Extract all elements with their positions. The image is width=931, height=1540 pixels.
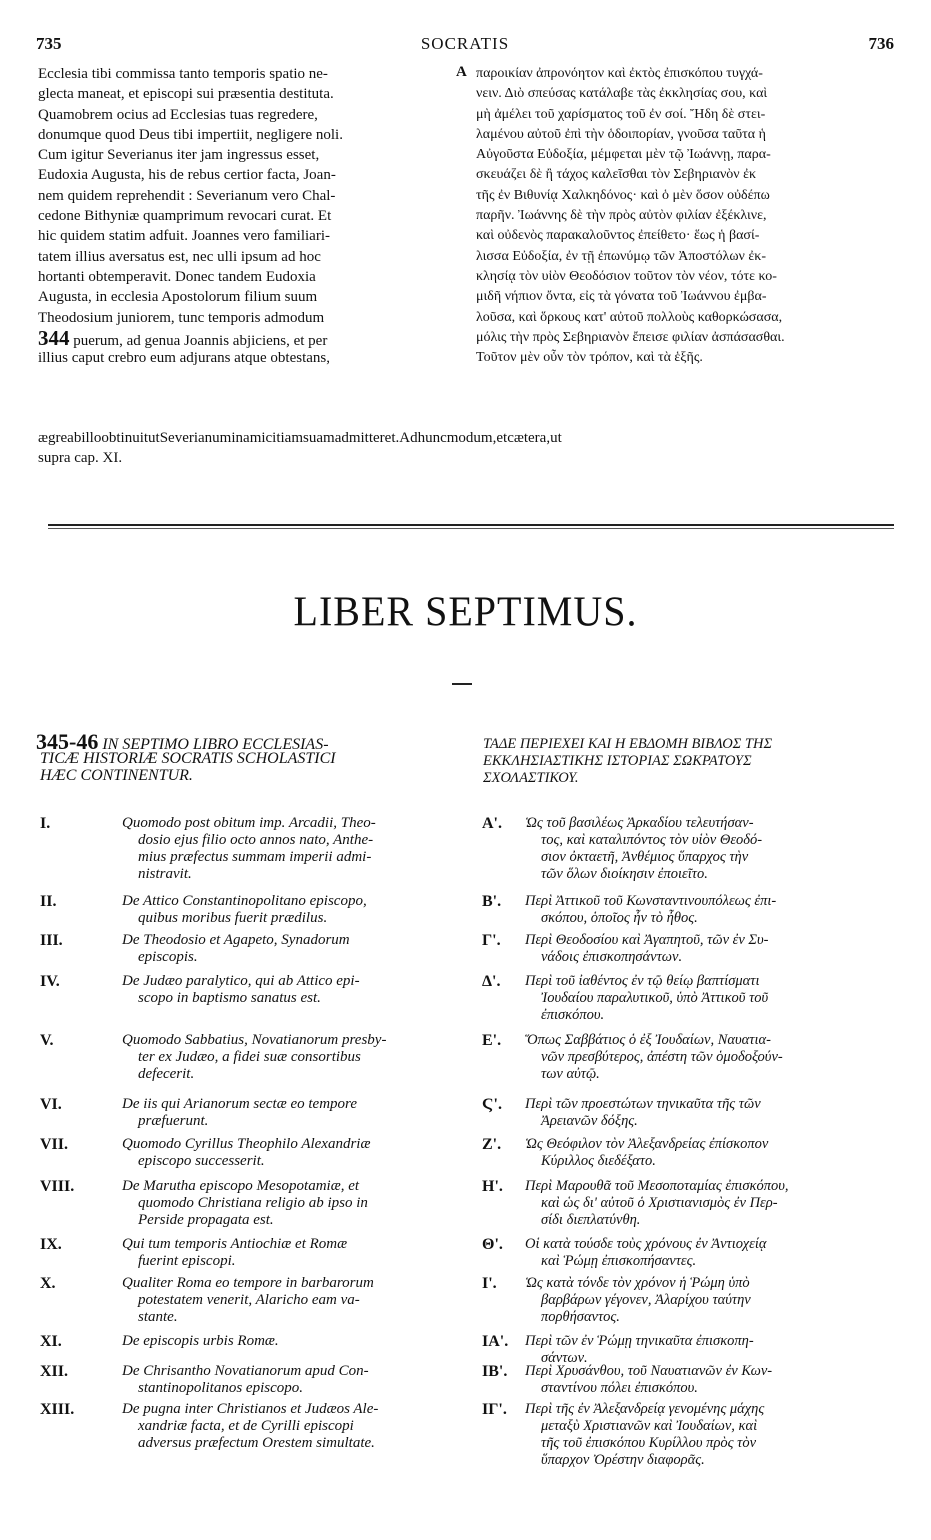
toc-number-latin: XI. bbox=[40, 1333, 62, 1350]
toc-number-greek: Θ'. bbox=[482, 1236, 503, 1253]
toc-number-greek: ΙΓ'. bbox=[482, 1401, 507, 1418]
toc-greek-line: Οἱ κατὰ τούσδε τοὺς χρόνους ἐν Ἀντιοχείᾳ bbox=[525, 1236, 767, 1252]
page-number-left: 735 bbox=[36, 34, 62, 53]
greek-line: λισσα Εὐδοξία, ἐν τῇ ἐπωνύμῳ τῶν Ἀποστόλων ἐκ- bbox=[476, 248, 766, 264]
toc-number-greek: Δ'. bbox=[482, 973, 501, 990]
greek-line: λαμένου αὐτοῦ ἐπὶ τὴν ὁδοιπορίαν, γνοῦσα ταῦτα ἡ bbox=[476, 126, 766, 142]
greek-line: μιδῆ νήπιον ὄντα, εἰς τὰ γόνατα τοῦ Ἰωάννου ἐμβα- bbox=[476, 289, 767, 305]
toc-latin-line: defecerit. bbox=[138, 1066, 195, 1082]
toc-latin-line: stante. bbox=[138, 1309, 178, 1325]
toc-number-greek: Γ'. bbox=[482, 932, 501, 949]
toc-latin-line: scopo in baptismo sanatus est. bbox=[138, 990, 321, 1006]
toc-latin-line: ter ex Judæo, a fidei suæ consortibus bbox=[138, 1049, 361, 1065]
closing-word: Severianum bbox=[159, 430, 232, 446]
toc-latin-line: De Judæo paralytico, qui ab Attico epi- bbox=[122, 973, 360, 989]
toc-greek-line: των αὐτῷ. bbox=[541, 1066, 600, 1082]
toc-greek-line: Περὶ τῶν προεστώτων τηνικαῦτα τῆς τῶν bbox=[525, 1096, 761, 1112]
latin-line: glecta maneat, et episcopi sui præsentia destituta. bbox=[38, 86, 334, 103]
latin-line: tatem illius aversatus est, nec ulli ipsum ad hoc bbox=[38, 248, 321, 265]
toc-latin-line: De episcopis urbis Romæ. bbox=[122, 1333, 279, 1349]
toc-number-greek: Η'. bbox=[482, 1178, 503, 1195]
toc-text-greek bbox=[525, 1333, 895, 1367]
greek-line: μὴ ἀμέλει τοῦ χαρίσματος τοῦ ἐν σοί. Ἤδη δὲ στει- bbox=[476, 106, 766, 122]
toc-heading-greek-line: ΕΚΚΛΗΣΙΑΣΤΙΚΗΣ ΙΣΤΟΡΙΑΣ ΣΩΚΡΑΤΟΥΣ bbox=[483, 753, 752, 769]
toc-greek-line: τῶν ὅλων διοίκησιν ἐποιεῖτο. bbox=[541, 866, 708, 882]
toc-greek-line: Ὡς Θεόφιλον τὸν Ἀλεξανδρείας ἐπίσκοπον bbox=[525, 1136, 769, 1152]
toc-greek-line: Ὅπως Σαββάτιος ὁ ἐξ Ἰουδαίων, Ναυατια- bbox=[525, 1032, 771, 1048]
closing-word: ut bbox=[148, 430, 160, 446]
toc-greek-line: Ὡς κατὰ τόνδε τὸν χρόνον ἡ Ῥώμη ὑπὸ bbox=[525, 1275, 750, 1291]
toc-greek-line: σταντίνου πόλει ἐπισκόπου. bbox=[541, 1380, 698, 1396]
closing-word: ut bbox=[550, 430, 562, 446]
title-dash bbox=[452, 683, 472, 685]
greek-line: παρῆν. Ἰωάννης δὲ τὴν πρὸς αὐτὸν φιλίαν ἐξέκλινε, bbox=[476, 208, 767, 224]
toc-greek-line: πορθήσαντος. bbox=[541, 1309, 620, 1325]
toc-number-greek: Ϛ'. bbox=[482, 1096, 502, 1113]
toc-greek-line: νῶν πρεσβύτερος, ἀπέστη τῶν ὁμοδοξούν- bbox=[541, 1049, 783, 1065]
latin-line: cedone Bithyniæ quamprimum revocari curat. Et bbox=[38, 208, 332, 225]
toc-number-latin: XII. bbox=[40, 1363, 69, 1380]
toc-latin-line: episcopis. bbox=[138, 949, 198, 965]
toc-latin-line: Qualiter Roma eo tempore in barbarorum bbox=[122, 1275, 374, 1291]
toc-text-latin bbox=[122, 1178, 456, 1229]
greek-line: μόλις τὴν πρὸς Σεβηριανὸν ἔπεισε φιλίαν ἀσπάσασθαι. bbox=[476, 329, 785, 345]
greek-line: παροικίαν ἀπρονόητον καὶ ἐκτὸς ἐπισκόπου τυγχά- bbox=[476, 66, 763, 81]
toc-greek-line: τῆς τοῦ ἐπισκόπου Κυρίλλου πρὸς τὸν bbox=[541, 1435, 757, 1451]
toc-greek-line: Περὶ Θεοδοσίου καὶ Ἀγαπητοῦ, τῶν ἐν Συ- bbox=[525, 932, 769, 948]
toc-text-greek bbox=[525, 1096, 895, 1130]
toc-text-latin bbox=[122, 1236, 456, 1270]
toc-number-latin: II. bbox=[40, 893, 57, 910]
toc-heading-greek-line: ΣΧΟΛΑΣΤΙΚΟΥ. bbox=[483, 770, 579, 786]
latin-line: nem quidem reprehendit : Severianum vero Chal- bbox=[38, 187, 336, 204]
latin-line: Augusta, in ecclesia Apostolorum filium suum bbox=[38, 289, 318, 306]
toc-latin-line: potestatem venerit, Alaricho eam va- bbox=[138, 1292, 360, 1308]
toc-latin-line: adversus præfectum Orestem simultate. bbox=[138, 1435, 375, 1451]
latin-line-text: puerum, ad genua Joannis abjiciens, et per bbox=[73, 332, 328, 349]
section-rule bbox=[48, 524, 894, 526]
toc-greek-line: Ἀρειανῶν δόξης. bbox=[541, 1113, 638, 1129]
latin-line: Cum igitur Severianus iter jam ingressus esset, bbox=[38, 147, 320, 164]
toc-number-greek: Ζ'. bbox=[482, 1136, 502, 1153]
toc-greek-line: βαρβάρων γέγονεν, Ἀλαρίχου ταύτην bbox=[541, 1292, 751, 1308]
page-number-right: 736 bbox=[868, 34, 894, 53]
toc-number-latin: VI. bbox=[40, 1096, 62, 1113]
toc-text-latin bbox=[122, 932, 456, 966]
toc-number-latin: V. bbox=[40, 1032, 54, 1049]
toc-number-greek: Ε'. bbox=[482, 1032, 502, 1049]
toc-latin-line: Quomodo Sabbatius, Novatianorum presby- bbox=[122, 1032, 387, 1048]
toc-latin-line: De Marutha episcopo Mesopotamiæ, et bbox=[122, 1178, 360, 1194]
toc-latin-line: De Theodosio et Agapeto, Synadorum bbox=[122, 932, 350, 948]
toc-number-latin: I. bbox=[40, 815, 51, 832]
latin-line: Ecclesia tibi commissa tanto temporis spatio ne- bbox=[38, 66, 328, 82]
toc-number-latin: IX. bbox=[40, 1236, 62, 1253]
greek-line: σκευάζει δὲ ἢ τάχος καλεῖσθαι τὸν Σεβηριανὸν ἐκ bbox=[476, 167, 757, 183]
toc-number-greek: ΙΒ'. bbox=[482, 1363, 508, 1380]
closing-word: ægre bbox=[38, 430, 68, 446]
closing-lines bbox=[38, 428, 894, 469]
toc-number-latin: IV. bbox=[40, 973, 60, 990]
toc-greek-line: μεταξὺ Χριστιανῶν καὶ Ἰουδαίων, καὶ bbox=[541, 1418, 758, 1434]
toc-latin-line: De Chrisantho Novatianorum apud Con- bbox=[122, 1363, 369, 1379]
toc-number-latin: X. bbox=[40, 1275, 56, 1292]
toc-greek-line: Περὶ Μαρουθᾶ τοῦ Μεσοποταμίας ἐπισκόπου, bbox=[525, 1178, 789, 1194]
toc-text-latin bbox=[122, 1401, 456, 1452]
toc-number-greek: Α'. bbox=[482, 815, 502, 832]
closing-word: cætera, bbox=[507, 430, 551, 446]
toc-text-latin bbox=[122, 1136, 456, 1170]
latin-line: Theodosium juniorem, tunc temporis admodum bbox=[38, 309, 325, 326]
toc-text-latin bbox=[122, 1333, 456, 1350]
closing-word: hunc bbox=[417, 430, 447, 446]
toc-text-latin bbox=[122, 893, 456, 927]
toc-text-greek bbox=[525, 1178, 895, 1229]
latin-line bbox=[38, 328, 448, 348]
toc-text-greek bbox=[525, 1236, 895, 1270]
closing-word: Ad bbox=[399, 430, 418, 446]
toc-latin-line: De Attico Constantinopolitano episcopo, bbox=[122, 893, 367, 909]
toc-greek-line: καὶ ὡς δι' αὐτοῦ ὁ Χριστιανισμὸς ἐν Περ- bbox=[541, 1195, 778, 1211]
toc-heading-latin-line: HÆC CONTINENTUR. bbox=[40, 767, 193, 784]
closing-line-1 bbox=[38, 428, 894, 448]
toc-text-greek bbox=[525, 973, 895, 1024]
toc-number-latin: VIII. bbox=[40, 1178, 75, 1195]
toc-greek-line: σκόπου, ὁποῖος ἦν τὸ ἦθος. bbox=[541, 910, 698, 926]
toc-greek-line: Ἰουδαίου παραλυτικοῦ, ὑπὸ Ἀττικοῦ τοῦ bbox=[541, 990, 769, 1006]
toc-text-latin bbox=[122, 1032, 456, 1083]
toc-text-greek bbox=[525, 932, 895, 966]
toc-text-greek bbox=[525, 1032, 895, 1083]
latin-line: illius caput crebro eum adjurans atque obtestans, bbox=[38, 350, 330, 367]
toc-latin-line: quomodo Christiana religio ab ipso in bbox=[138, 1195, 368, 1211]
toc-greek-line: Περὶ τοῦ ἰαθέντος ἐν τῷ θείῳ βαπτίσματι bbox=[525, 973, 760, 989]
running-header bbox=[36, 34, 894, 56]
latin-line: donumque quod Deus tibi impertiit, negligere noli. bbox=[38, 126, 343, 143]
margin-number: 344 bbox=[38, 327, 70, 349]
toc-text-greek bbox=[525, 1401, 895, 1469]
toc-text-latin bbox=[122, 973, 456, 1007]
running-title: SOCRATIS bbox=[420, 34, 510, 53]
toc-heading-latin bbox=[36, 729, 466, 784]
toc-greek-line: τος, καὶ καταλιπόντος τὸν υἱὸν Θεοδό- bbox=[541, 832, 763, 848]
toc-text-latin bbox=[122, 1275, 456, 1326]
toc-text-greek bbox=[525, 893, 895, 927]
closing-word: in bbox=[231, 430, 244, 446]
toc-greek-line: νάδοις ἐπισκοπησάντων. bbox=[541, 949, 683, 965]
toc-latin-line: Quomodo Cyrillus Theophilo Alexandriæ bbox=[122, 1136, 371, 1152]
toc-number-greek: Β'. bbox=[482, 893, 502, 910]
latin-line: hic quidem statim adfuit. Joannes vero familiari- bbox=[38, 228, 331, 245]
toc-latin-line: De pugna inter Christianos et Judæos Ale- bbox=[122, 1401, 379, 1417]
latin-line: hortanti obtemperavit. Donec tandem Eudoxia bbox=[38, 268, 316, 285]
toc-text-greek bbox=[525, 815, 895, 883]
toc-latin-line: Qui tum temporis Antiochiæ et Romæ bbox=[122, 1236, 348, 1252]
latin-column bbox=[38, 64, 448, 368]
toc-greek-line: Περὶ Ἀττικοῦ τοῦ Κωνσταντινουπόλεως ἐπι- bbox=[525, 893, 777, 909]
toc-number-greek: Ι'. bbox=[482, 1275, 497, 1292]
closing-word: suam bbox=[303, 430, 335, 446]
margin-number-toc: 345-46 bbox=[36, 729, 99, 754]
toc-number-latin: XIII. bbox=[40, 1401, 75, 1418]
toc-latin-line: dosio ejus filio octo annos nato, Anthe- bbox=[138, 832, 374, 848]
greek-line: Αὐγοῦστα Εὐδοξία, μέμφεται μὲν τῷ Ἰωάννῃ, παρα- bbox=[476, 147, 771, 163]
toc-latin-line: fuerint episcopi. bbox=[138, 1253, 236, 1269]
toc-heading-latin-line: TICÆ HISTORIÆ SOCRATIS SCHOLASTICI bbox=[40, 750, 336, 767]
latin-line: Eudoxia Augusta, his de rebus certior facta, Joan- bbox=[38, 167, 336, 184]
toc-latin-line: De iis qui Arianorum sectæ eo tempore bbox=[122, 1096, 357, 1112]
toc-latin-line: Quomodo post obitum imp. Arcadii, Theo- bbox=[122, 815, 376, 831]
toc-latin-line: quibus moribus fuerit prædilus. bbox=[138, 910, 328, 926]
toc-latin-line: mius præfectus summam imperii admi- bbox=[138, 849, 372, 865]
greek-line: τῆς ἐν Βιθυνίᾳ Χαλκηδόνος· καὶ ὁ μὲν ὅσον οὐδέπω bbox=[476, 187, 770, 203]
toc-greek-line: σάντων. bbox=[541, 1350, 588, 1366]
toc-greek-line: Κύριλλος διεδέξατο. bbox=[541, 1153, 656, 1169]
toc-greek-line: Περὶ τῆς ἐν Ἀλεξανδρείᾳ γενομένης μάχης bbox=[525, 1401, 765, 1417]
book-title: LIBER SEPTIMUS. bbox=[293, 587, 638, 636]
toc-text-latin bbox=[122, 1363, 456, 1397]
greek-line: κλησίᾳ τὸν υἱὸν Θεοδόσιον τοῦτον τὸν νέον, τότε κο- bbox=[476, 268, 777, 284]
toc-number-latin: III. bbox=[40, 932, 63, 949]
toc-greek-line: Περὶ Χρυσάνθου, τοῦ Ναυατιανῶν ἐν Κων- bbox=[525, 1363, 773, 1379]
closing-line-2: supra cap. XI. bbox=[38, 450, 123, 467]
closing-word: illo bbox=[81, 430, 102, 446]
toc-heading-latin-line: IN SEPTIMO LIBRO ECCLESIAS- bbox=[102, 736, 329, 753]
toc-text-greek bbox=[525, 1363, 895, 1397]
closing-word: ab bbox=[67, 430, 82, 446]
margin-letter: A bbox=[456, 64, 467, 80]
section-rule-thin bbox=[48, 528, 894, 529]
toc-number-latin: VII. bbox=[40, 1136, 69, 1153]
greek-line: νειν. Διὸ σπεύσας κατάλαβε τὰς ἐκκλησίας σου, καὶ bbox=[476, 86, 768, 102]
toc-greek-line: ὕπαρχον Ὀρέστην διαφορᾶς. bbox=[541, 1452, 705, 1468]
greek-column bbox=[476, 64, 892, 368]
toc-greek-line: σίδι διεπλατύνθη. bbox=[541, 1212, 641, 1228]
greek-line: λοῦσα, καὶ ὅρκους κατ' αὐτοῦ πολλοὺς καθορκώσασα, bbox=[476, 309, 783, 325]
closing-word: admitteret. bbox=[334, 430, 400, 446]
toc-latin-line: nistravit. bbox=[138, 866, 192, 882]
closing-word: et bbox=[496, 430, 508, 446]
toc-heading-greek bbox=[483, 736, 897, 787]
toc-text-latin bbox=[122, 815, 456, 883]
toc-text-greek bbox=[525, 1136, 895, 1170]
closing-word: modum, bbox=[446, 430, 497, 446]
greek-line: Τοῦτον μὲν οὖν τὸν τρόπον, καὶ τὰ ἑξῆς. bbox=[476, 350, 703, 366]
toc-greek-line: σιον ὀκταετῆ, Ἀνθέμιος ὕπαρχος τὴν bbox=[541, 849, 749, 865]
greek-line: καὶ οὐδενὸς παρακαλοῦντος ἐπείθετο· ἕως ἡ βασί- bbox=[476, 228, 760, 244]
toc-number-greek: ΙΑ'. bbox=[482, 1333, 509, 1350]
toc-latin-line: episcopo successerit. bbox=[138, 1153, 265, 1169]
latin-line: Quamobrem ocius ad Ecclesias tuas regredere, bbox=[38, 106, 318, 123]
closing-word: obtinuit bbox=[101, 430, 149, 446]
toc-greek-line: Ὡς τοῦ βασιλέως Ἀρκαδίου τελευτήσαν- bbox=[525, 815, 754, 831]
toc-text-latin bbox=[122, 1096, 456, 1130]
toc-latin-line: Perside propagata est. bbox=[138, 1212, 274, 1228]
toc-greek-line: καὶ Ῥώμῃ ἐπισκοπήσαντες. bbox=[541, 1253, 697, 1269]
toc-latin-line: præfuerunt. bbox=[138, 1113, 209, 1129]
toc-latin-line: xandriæ facta, et de Cyrilli episcopi bbox=[138, 1418, 354, 1434]
toc-heading-greek-line: ΤΑΔΕ ΠΕΡΙΕΧΕΙ ΚΑΙ Η ΕΒΔΟΜΗ ΒΙΒΛΟΣ ΤΗΣ bbox=[483, 736, 773, 752]
toc-greek-line: ἐπισκόπου. bbox=[541, 1007, 605, 1023]
closing-word: amicitiam bbox=[243, 430, 304, 446]
toc-greek-line: Περὶ τῶν ἐν Ῥώμῃ τηνικαῦτα ἐπισκοπη- bbox=[525, 1333, 754, 1349]
toc-latin-line: stantinopolitanos episcopo. bbox=[138, 1380, 303, 1396]
toc-text-greek bbox=[525, 1275, 895, 1326]
